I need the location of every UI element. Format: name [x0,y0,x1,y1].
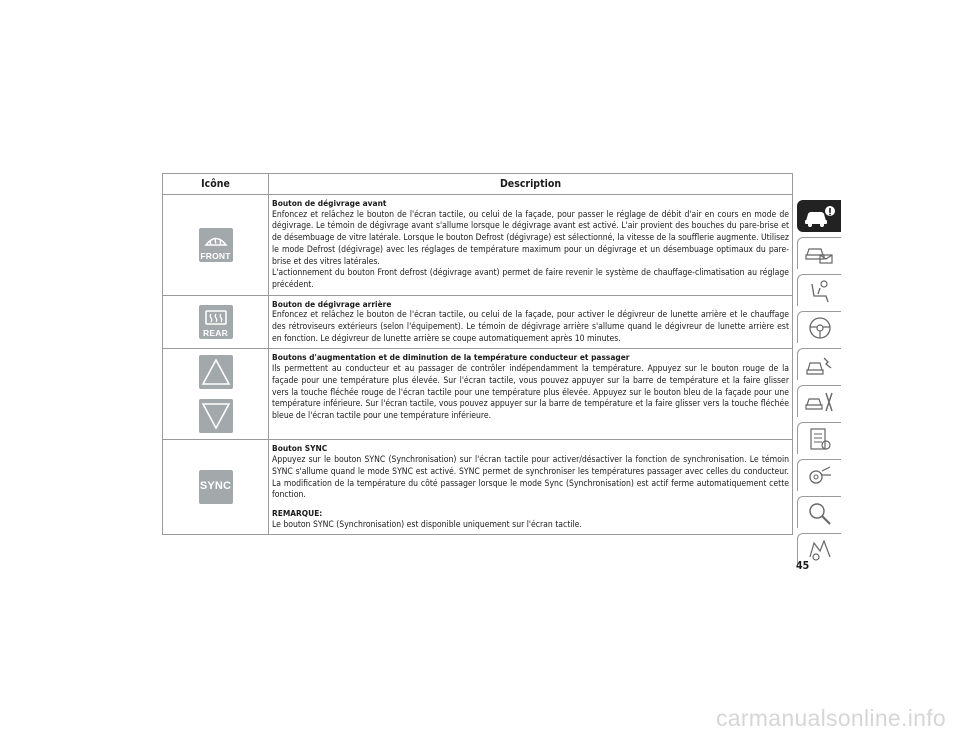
description-cell [269,349,793,440]
row-title: Bouton SYNC [272,443,328,454]
icon-cell [163,295,269,349]
row-title: Boutons d'augmentation et de diminution de la température conducteur et passager [272,352,630,363]
car-crash-icon [804,352,836,378]
sync-label: SYNC [199,480,232,493]
row-title: Bouton de dégivrage arrière [272,298,392,309]
tab-car-info[interactable] [797,200,841,232]
description-cell [269,440,793,535]
tab-steering-wheel[interactable] [797,311,841,343]
tab-list[interactable] [797,422,841,454]
list-icon [804,426,836,452]
icon-cell [163,440,269,535]
tab-car-crash[interactable] [797,348,841,380]
note-text: Le bouton SYNC (Synchronisation) est disponible uniquement sur l'écran tactile. [272,519,582,530]
table-row [163,349,793,440]
row-paragraph: Appuyez sur le bouton SYNC (Synchronisation) sur l'écran tactile pour activer/désactiver la fonction de synchronisation. Le témoin SYNC s'allume quand le mode SYNC est activé. SYNC permet de synchroniser les températures passager avec celles du conducteur. La modification de la température du côté passager lorsque le mode Sync (Synchronisation) est actif ferme automatiquement cette fonction. [272,455,789,501]
car-info-icon [803,203,835,229]
table-header-row [163,174,793,195]
sync-icon [199,470,233,504]
row-title: Bouton de dégivrage avant [272,198,387,208]
temperature-up-arrow-icon [199,355,233,389]
table-row [163,440,793,535]
rear-defrost-label: REAR [203,328,228,339]
seat-person-icon [804,278,836,304]
temperature-down-arrow-icon [199,399,233,433]
watermark: carmanualsonline.info [715,705,946,731]
row-paragraph: Enfoncez et relâchez le bouton de l'écran tactile, ou celui de la façade, pour passer le réglage de débit d'air en cours en mode de dégivrage. Le témoin de dégivrage avant s'allume lorsque le dégivrage avant est activé. L'air provient des bouches du pare-brise et de désembuage de vitre latérale. Lorsque le bouton Defrost (dégivrage) est sélectionné, la vitesse de la soufflerie augmente. Utilisez le mode Defrost (dégivrage) avec les réglages de température maximum pour un dégivrage et un désembuage optimaux du pare-brise et des vitres latérales. [272,209,789,267]
row-paragraph: Enfoncez et relâchez le bouton de l'écran tactile, ou celui de la façade, pour activer le dégivreur de lunette arrière et le chauffage des rétroviseurs extérieurs (selon l'équipement). Le témoin de dégivrage arrière s'allume quand le dégivreur de lunette arrière est en fonction. Le dégivreur de lunette arrière se coupe automatiquement après 10 minutes. [272,310,789,344]
description-cell [269,195,793,296]
description-cell [269,295,793,349]
front-defrost-label: FRONT [200,250,231,261]
car-mail-icon [804,241,836,267]
tab-car-settings[interactable] [797,459,841,491]
header-description: Description [269,174,793,195]
row-paragraph: L'actionnement du bouton Front defrost (dégivrage avant) permet de faire revenir le système de chauffage-climatisation au réglage précédent. [272,268,789,290]
rear-defrost-icon [199,305,233,339]
table-row [163,295,793,349]
tab-magnifier[interactable] [797,496,841,528]
steering-wheel-icon [804,315,836,341]
page-number: 45 [796,560,810,572]
car-tools-icon [804,389,836,415]
icon-cell [163,195,269,296]
note-block [272,508,789,531]
tab-car-tools[interactable] [797,385,841,417]
note-label: REMARQUE: [272,507,323,518]
chapter-tabs [797,200,841,570]
magnifier-icon [804,500,836,526]
front-defrost-icon [199,228,233,262]
icon-cell [163,349,269,440]
car-settings-icon [804,463,836,489]
header-icon: Icône [163,174,269,195]
tab-car-mail[interactable] [797,237,841,269]
tab-seat-person[interactable] [797,274,841,306]
row-paragraph: Ils permettent au conducteur et au passager de contrôler indépendamment la température. Appuyez sur le bouton rouge de la façade pour une température plus élevée. Sur l'écran tactile, vous pouvez appuyer sur la barre de température et la faire glisser vers la touche fléchée rouge de l'écran tactile pour une température plus élevée. Appuyez sur le bouton bleu de la façade pour une température inférieure. Sur l'écran tactile, vous pouvez appuyer sur la barre de température et la faire glisser vers la touche fléchée bleue de l'écran tactile pour une température inférieure. [272,364,789,421]
hvac-controls-table [162,173,793,535]
table-row [163,195,793,296]
